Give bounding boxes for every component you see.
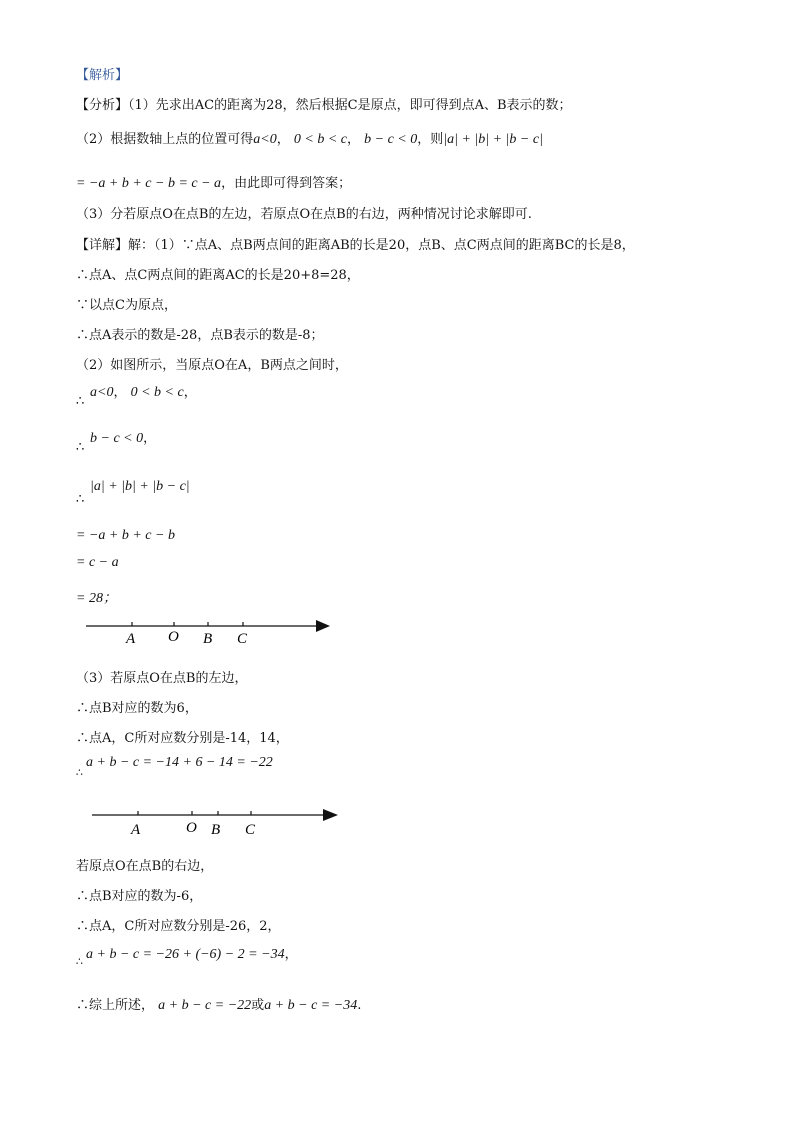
math-abs-sum: |a| + |b| + |b − c| (90, 479, 190, 494)
math-a-lt-0: a<0 (90, 385, 114, 400)
label-c: C (237, 631, 248, 647)
therefore-symbol: ∴ (76, 394, 85, 409)
detail-line-17: ∴点B对应的数为-6， (76, 889, 203, 904)
detail-line-14: ∴点A，C所对应数分别是-14，14， (76, 731, 289, 746)
math-simplify: = −a + b + c − b = c − a (76, 176, 222, 191)
detail-line-2: ∴点A、点C两点间的距离AC的长是20+8=28， (76, 268, 360, 283)
axis-arrow (323, 809, 338, 821)
detail-line-9: = −a + b + c − b (76, 528, 175, 543)
math-case-left: a + b − c = −14 + 6 − 14 = −22 (86, 755, 273, 770)
detail-line-11: = 28； (76, 591, 117, 606)
label-c: C (245, 822, 256, 838)
label-a: A (131, 822, 141, 838)
analysis-line-4: （3）分若原点O在点B的左边，若原点O在点B的右边，两种情况讨论求解即可. (76, 207, 532, 222)
math-a-lt-0: a<0 (253, 132, 277, 147)
math-result-1: a + b − c = −22 (158, 998, 252, 1013)
detail-part-1: 解：（1）∵点A、点B两点间的距离AB的长是20，点B、点C两点间的距离BC的长是8， (128, 238, 635, 253)
therefore-symbol: ∴ (76, 766, 83, 779)
analysis-line-1 (76, 94, 572, 113)
axis-arrow (316, 620, 330, 632)
math-result-2: a + b − c = −34 (264, 998, 358, 1013)
conclusion-text: ∴综上所述， (76, 998, 155, 1013)
label-a: A (126, 631, 136, 647)
analysis-line-3 (76, 172, 351, 192)
detail-line-3: ∵以点C为原点， (76, 298, 177, 313)
analysis-part-2-end: ，由此即可得到答案； (221, 176, 352, 191)
label-o: O (186, 820, 197, 836)
math-b-range: 0 < b < c (293, 132, 347, 147)
therefore-symbol: ∴ (76, 492, 85, 507)
detail-line-5: （2）如图所示，当原点O在A，B两点之间时， (76, 358, 348, 373)
number-line-2 (88, 802, 348, 842)
detail-line-18: ∴点A，C所对应数分别是-26，2， (76, 919, 281, 934)
analysis-then: 则 (430, 132, 444, 147)
detail-line-20: ∴综上所述， a + b − c = −22或a + b − c = −34. (76, 998, 362, 1013)
number-line-1 (82, 614, 342, 650)
detail-line-10: = c − a (76, 555, 119, 570)
analysis-label: 【分析】 (76, 98, 129, 113)
solution-heading: 【解析】 (76, 68, 129, 83)
math-abs-sum: |a| + |b| + |b − c| (443, 132, 543, 147)
label-o: O (168, 629, 179, 645)
detail-line-16: 若原点O在点B的右边， (76, 859, 214, 874)
math-case-right: a + b − c = −26 + (−6) − 2 = −34 (86, 947, 285, 962)
label-b: B (211, 822, 221, 838)
detail-line-4: ∴点A表示的数是-28，点B表示的数是-8； (76, 328, 324, 343)
conclusion-or: 或 (251, 998, 265, 1013)
detail-line-1 (76, 234, 635, 253)
analysis-part-2-text: （2）根据数轴上点的位置可得 (76, 132, 254, 147)
analysis-part-1: （1）先求出AC的距离为28，然后根据C是原点，即可得到点A、B表示的数； (128, 98, 572, 113)
math-b-minus-c: b − c < 0 (364, 132, 418, 147)
math-b-range: 0 < b < c (130, 385, 184, 400)
detail-line-12: （3）若原点O在点B的左边， (76, 671, 248, 686)
analysis-line-2: （2）根据数轴上点的位置可得a<0， 0 < b < c， b − c < 0，则|a| + |b| + |b − c| (76, 132, 543, 147)
therefore-symbol: ∴ (76, 955, 83, 968)
detail-line-13: ∴点B对应的数为6， (76, 701, 198, 716)
therefore-symbol: ∴ (76, 440, 85, 455)
math-b-minus-c: b − c < 0 (90, 431, 144, 446)
detail-label: 【详解】 (76, 238, 129, 253)
label-b: B (203, 631, 213, 647)
